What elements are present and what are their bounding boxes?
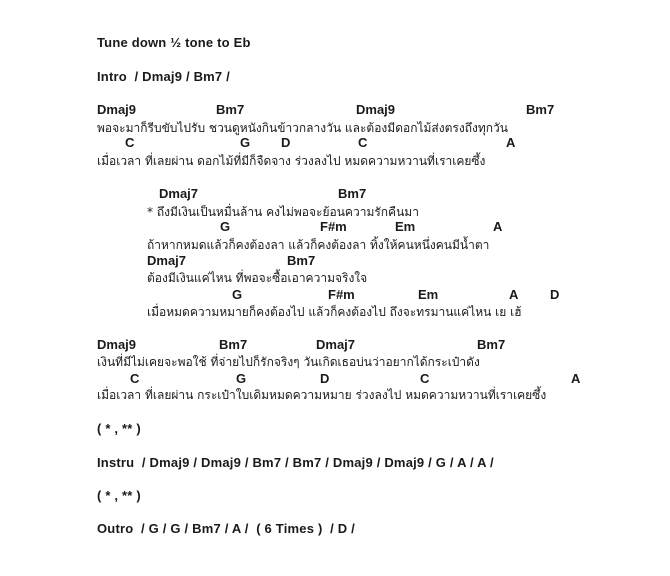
chord: G [220, 219, 231, 234]
chord: D [550, 287, 560, 302]
repeat-marker: ( * , ** ) [97, 421, 141, 436]
chord: Em [395, 219, 416, 234]
chord: Dmaj7 [147, 253, 187, 268]
chord: G [232, 287, 243, 302]
repeat-marker: ( * , ** ) [97, 488, 141, 503]
chord: A [571, 371, 581, 386]
chord: F#m [328, 287, 355, 302]
chord: Bm7 [216, 102, 245, 117]
intro-line: Intro / Dmaj9 / Bm7 / [97, 69, 230, 84]
lyric-line: ถ้าหากหมดแล้วก็คงต้องลา แล้วก็คงต้องลา ทิ้งให้คนหนึ่งคนมีน้ำตา [147, 238, 490, 252]
lyric-line: ต้องมีเงินแค่ไหน ที่พอจะซื้อเอาความจริงใจ [147, 271, 368, 285]
chord: Bm7 [338, 186, 367, 201]
chord: Dmaj9 [356, 102, 396, 117]
chord: Dmaj7 [316, 337, 356, 352]
chord: Bm7 [219, 337, 248, 352]
chord: Bm7 [477, 337, 506, 352]
chord: Dmaj7 [159, 186, 199, 201]
lyric-line: * ถึงมีเงินเป็นหมื่นล้าน คงไม่พอจะย้อนความรักคืนมา [147, 205, 419, 219]
chord: G [240, 135, 251, 150]
lyric-line: เมื่อหมดความหมายก็คงต้องไป แล้วก็คงต้องไป ถึงจะทรมานแค่ไหน เย เฮ้ [147, 305, 522, 319]
chord: C [358, 135, 368, 150]
chord: Dmaj9 [97, 337, 137, 352]
chord: C [125, 135, 135, 150]
chord: A [493, 219, 503, 234]
chord: Bm7 [287, 253, 316, 268]
chord: C [130, 371, 140, 386]
chord: D [320, 371, 330, 386]
lyric-line: เมื่อเวลา ที่เลยผ่าน ดอกไม้ที่มีก็จืดจาง ร่วงลงไป หมดความหวานที่เราเคยซึ้ง [97, 154, 486, 168]
chord: Dmaj9 [97, 102, 137, 117]
chord: F#m [320, 219, 347, 234]
instrumental-line: Instru / Dmaj9 / Dmaj9 / Bm7 / Bm7 / Dmaj9 / Dmaj9 / G / A / A / [97, 455, 494, 470]
chord: A [509, 287, 519, 302]
tuning-note: Tune down ½ tone to Eb [97, 35, 251, 50]
chord: A [506, 135, 516, 150]
chord: C [420, 371, 430, 386]
lyric-line: เมื่อเวลา ที่เลยผ่าน กระเป๋าใบเดิมหมดความหมาย ร่วงลงไป หมดความหวานที่เราเคยซึ้ง [97, 388, 547, 402]
chord: Bm7 [526, 102, 555, 117]
chord: D [281, 135, 291, 150]
chord: Em [418, 287, 439, 302]
chord: G [236, 371, 247, 386]
lyric-line: เงินที่มีไม่เคยจะพอใช้ ที่จ่ายไปก็รักจริงๆ วันเกิดเธอบ่นว่าอยากได้กระเป๋าดัง [97, 355, 480, 369]
outro-line: Outro / G / G / Bm7 / A / ( 6 Times ) / D / [97, 521, 355, 536]
lyric-line: พอจะมาก็รีบขับไปรับ ชวนดูหนังกินข้าวกลางวัน และต้องมีดอกไม้ส่งตรงถึงทุกวัน [97, 121, 508, 135]
